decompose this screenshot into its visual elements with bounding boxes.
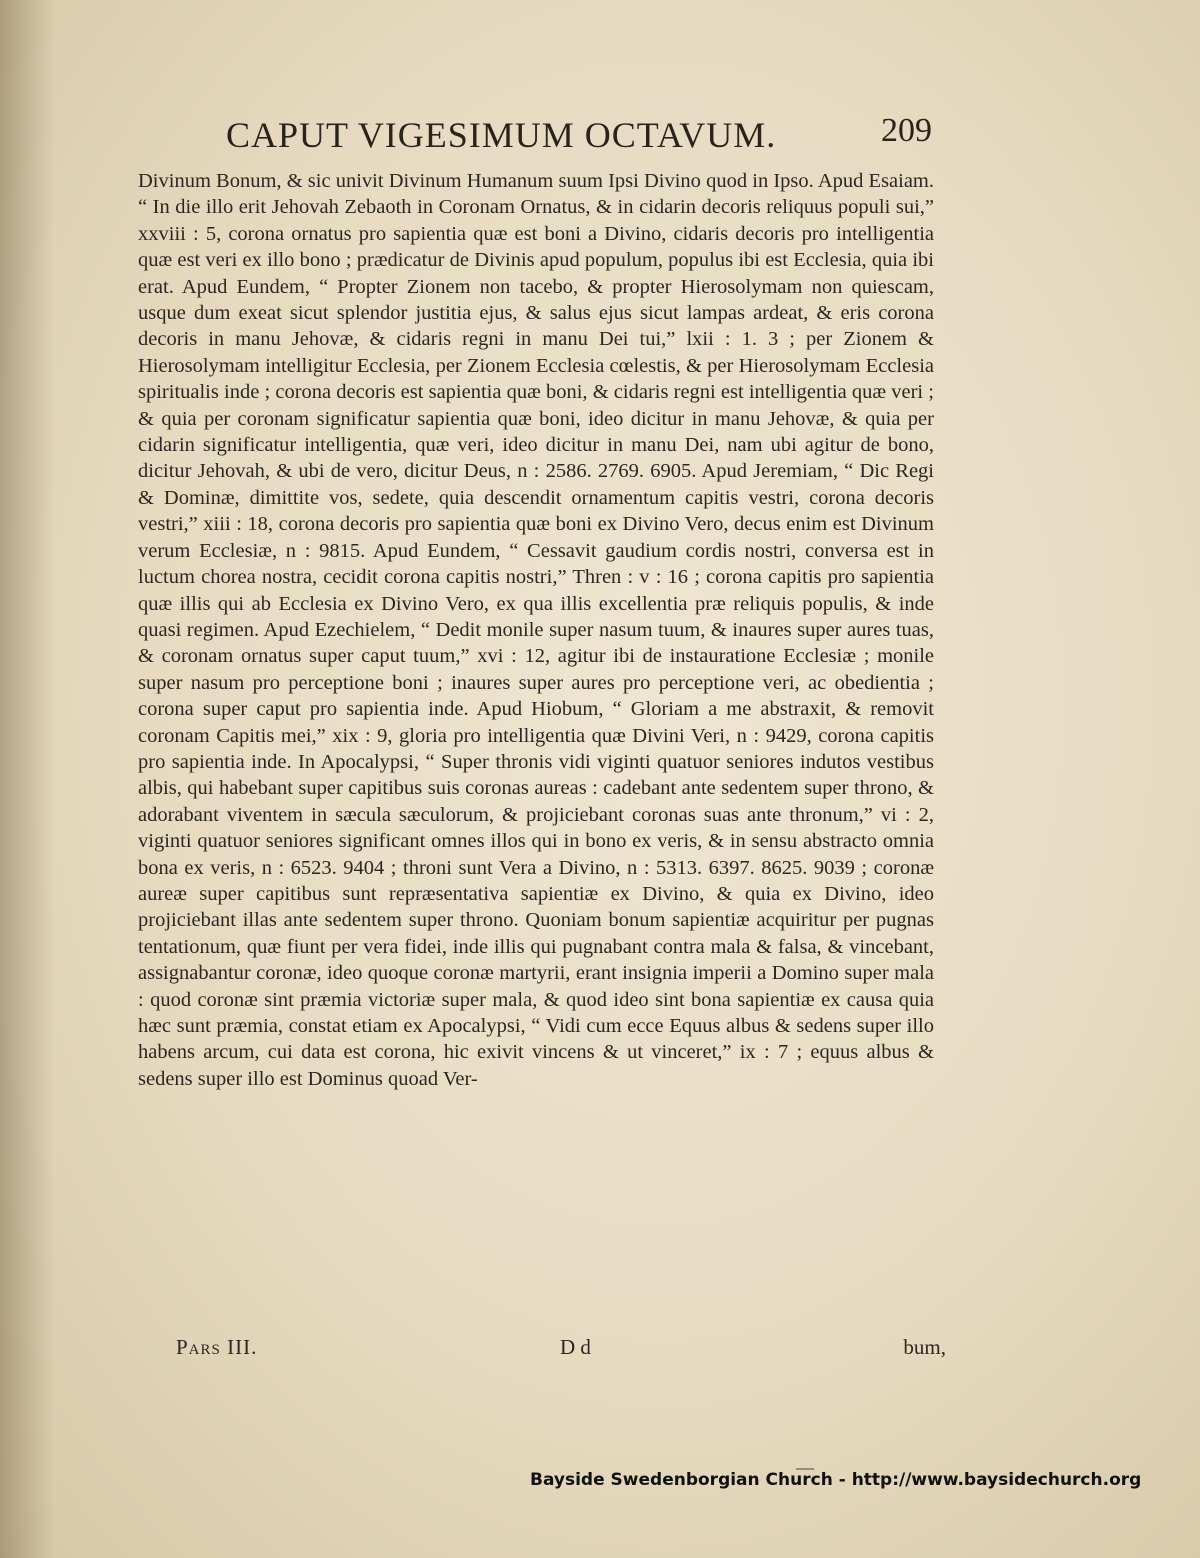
watermark-credit: Bayside Swedenborgian Church - http://www.baysidechurch.org: [530, 1470, 1142, 1490]
signature-mark: D d: [560, 1335, 591, 1359]
part-label: Pars III.: [176, 1335, 258, 1359]
page-footer: [138, 1335, 946, 1365]
binding-shadow: [0, 0, 55, 1558]
running-head: [140, 108, 940, 168]
catchword: bum,: [903, 1335, 946, 1359]
body-text: Divinum Bonum, & sic univit Divinum Humanum suum Ipsi Divino quod in Ipso. Apud Esaiam. “ In die illo erit Jehovah Zebaoth in Coronam Ornatus, & in cidarin decoris reliquus populi sui,” xxviii : 5, corona ornatus pro sapientia quæ est boni a Divino, cidaris decoris pro intelligentia quæ est veri ex illo bono ; prædicatur de Divinis apud populum, populus ibi est Ecclesia, quia ibi erat. Apud Eundem, “ Propter Zionem non tacebo, & propter Hierosolymam non quiescam, usque dum exeat sicut splendor justitia ejus, & salus ejus sicut lampas ardeat, & eris corona decoris in manu Jehovæ, & cidaris regni in manu Dei tui,” lxii : 1. 3 ; per Zionem & Hierosolymam intelligitur Ecclesia, per Zionem Ecclesia cœlestis, & per Hierosolymam Ecclesia spiritualis inde ; corona decoris est sapientia quæ boni, & cidaris regni est intelligentia quæ veri ; & quia per coronam significatur sapientia quæ boni, ideo dicitur in manu Jehovæ, & quia per cidarin significatur intelligentia, quæ veri, ideo dicitur in manu Dei, nam ubi agitur de bono, dicitur Jehovah, & ubi de vero, dicitur Deus, n : 2586. 2769. 6905. Apud Jeremiam, “ Dic Regi & Dominæ, dimittite vos, sedete, quia descendit ornamentum capitis vestri, corona decoris vestri,” xiii : 18, corona decoris pro sapientia quæ boni ex Divino Vero, decus enim est Divinum verum Ecclesiæ, n : 9815. Apud Eundem, “ Cessavit gaudium cordis nostri, conversa est in luctum chorea nostra, cecidit corona capitis nostri,” Thren : v : 16 ; corona capitis pro sapientia quæ illis qui ab Ecclesia ex Divino Vero, ex qua illis excellentia præ reliquis populis, & inde quasi regimen. Apud Ezechielem, “ Dedit monile super nasum tuum, & inaures super aures tuas, & coronam ornatus super caput tuum,” xvi : 12, agitur ibi de instauratione Ecclesiæ ; monile super nasum pro perceptione boni ; inaures super aures pro perceptione veri, ac obedientia ; corona super caput pro sapientia inde. Apud Hiobum, “ Gloriam a me abstraxit, & removit coronam Capitis mei,” xix : 9, gloria pro intelligentia quæ Divini Veri, n : 9429, corona capitis pro sapientia inde. In Apocalypsi, “ Super thronis vidi viginti quatuor seniores indutos vestibus albis, qui habebant super capitibus suis coronas aureas : cadebant ante sedentem super throno, & adorabant viventem in sæcula sæculorum, & projiciebant coronas suas ante thronum,” vi : 2, viginti quatuor seniores significant omnes illos qui in bono ex veris, & in sensu abstracto omnia bona ex veris, n : 6523. 9404 ; throni sunt Vera a Divino, n : 5313. 6397. 8625. 9039 ; coronæ aureæ super capitibus sunt repræsentativa sapientiæ ex Divino, & quia ex Divino, ideo projiciebant illas ante sedentem super throno. Quoniam bonum sapientiæ acquiritur per pugnas tentationum, quæ fiunt per vera fidei, inde illis qui pugnabant contra mala & falsa, & vincebant, assignabantur coronæ, ideo quoque coronæ martyrii, erant insignia imperii a Domino super mala : quod coronæ sint præmia victoriæ super mala, & quod ideo sint bona sapientiæ ex causa quia hæc sunt præmia, constat etiam ex Apocalypsi, “ Vidi cum ecce Equus albus & sedens super illo habens arcum, cui data est corona, hic exivit vincens & ut vinceret,” ix : 7 ; equus albus & sedens super illo est Dominus quoad Ver-: [138, 170, 934, 1090]
chapter-title: CAPUT VIGESIMUM OCTAVUM.: [226, 115, 777, 155]
page-number: 209: [881, 112, 932, 149]
